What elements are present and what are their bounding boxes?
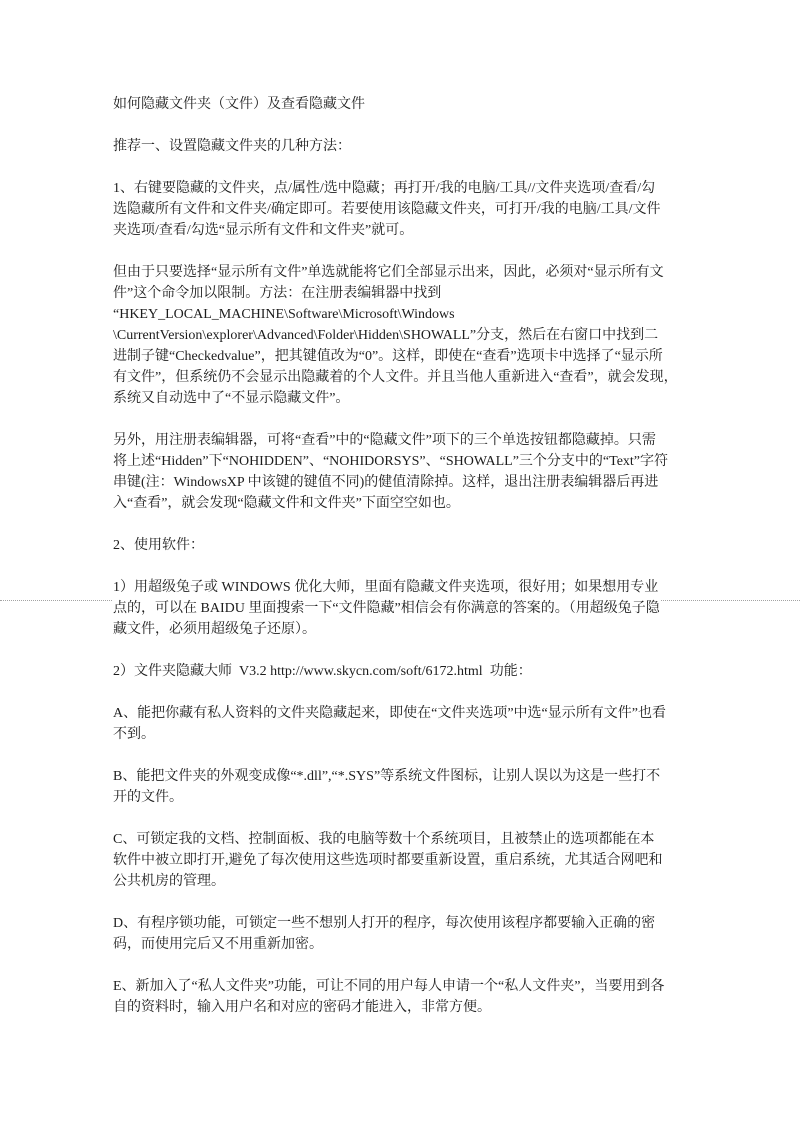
text-line — [113, 976, 691, 997]
text-line-content: 系统又自动选中了“不显示隐藏文件”。 — [113, 388, 349, 409]
text-line-content: 有文件”，但系统仍不会显示出隐藏着的个人文件。并且当他人重新进入“查看”，就会发现， — [113, 367, 678, 388]
text-line-content: 件”这个命令加以限制。方法：在注册表编辑器中找到 — [113, 283, 441, 304]
text-line — [113, 535, 691, 556]
text-line — [113, 283, 691, 304]
text-line — [113, 493, 691, 514]
paragraph — [113, 136, 691, 157]
text-line-content: 软件中被立即打开,避免了每次使用这些选项时都要重新设置，重启系统，尤其适合网吧和 — [113, 850, 663, 871]
document-title-paragraph — [113, 94, 691, 115]
text-line — [113, 829, 691, 850]
document-title — [113, 94, 691, 115]
text-line — [113, 661, 691, 682]
text-line — [113, 934, 691, 955]
paragraph — [113, 829, 691, 892]
text-line — [113, 913, 691, 934]
text-line — [113, 850, 691, 871]
text-line — [113, 472, 691, 493]
document-title-text: 如何隐藏文件夹（文件）及查看隐藏文件 — [113, 94, 365, 115]
text-line-content: 2）文件夹隐藏大师 V3.2 http://www.skycn.com/soft/6172.html 功能： — [113, 661, 532, 682]
paragraph — [113, 913, 691, 955]
text-line — [113, 766, 691, 787]
text-line — [113, 703, 691, 724]
text-line — [113, 367, 691, 388]
text-line-content: 入“查看”，就会发现“隐藏文件和文件夹”下面空空如也。 — [113, 493, 460, 514]
paragraph-list — [113, 136, 691, 1018]
paragraph — [113, 262, 691, 409]
text-line-content: 夹选项/查看/勾选“显示所有文件和文件夹”就可。 — [113, 220, 413, 241]
text-line-content: 串键(注：WindowsXP 中该键的键值不同)的健值清除掉。这样，退出注册表编辑器后再进 — [113, 472, 658, 493]
text-line — [113, 787, 691, 808]
text-line-content: 进制子键“Checkedvalue”，把其键值改为“0”。这样，即使在“查看”选项卡中选择了“显示所 — [113, 346, 663, 367]
text-line-content: 推荐一、设置隐藏文件夹的几种方法： — [113, 136, 351, 157]
text-line-content: 选隐藏所有文件和文件夹/确定即可。若要使用该隐藏文件夹，可打开/我的电脑/工具/文件 — [113, 199, 661, 220]
text-line — [113, 325, 691, 346]
text-line-content: 将上述“Hidden”下“NOHIDDEN”、“NOHIDORSYS”、“SHOWALL”三个分支中的“Text”字符 — [113, 451, 668, 472]
text-line — [113, 430, 691, 451]
text-line-content: 藏文件，必须用超级兔子还原）。 — [113, 619, 316, 640]
text-line-content: 不到。 — [113, 724, 155, 745]
text-line-content: 但由于只要选择“显示所有文件”单选就能将它们全部显示出来，因此，必须对“显示所有文 — [113, 262, 664, 283]
paragraph — [113, 661, 691, 682]
text-line — [113, 724, 691, 745]
paragraph — [113, 577, 691, 640]
text-line — [113, 220, 691, 241]
document-body — [113, 94, 691, 1039]
paragraph — [113, 178, 691, 241]
text-line-content: 点的，可以在 BAIDU 里面搜索一下“文件隐藏”相信会有你满意的答案的。（用超级兔子隐 — [113, 598, 660, 619]
paragraph — [113, 766, 691, 808]
text-line-content: 另外，用注册表编辑器，可将“查看”中的“隐藏文件”项下的三个单选按钮都隐藏掉。只需 — [113, 430, 656, 451]
text-line — [113, 388, 691, 409]
text-line — [113, 997, 691, 1018]
text-line-content: 2、使用软件： — [113, 535, 204, 556]
text-line — [113, 871, 691, 892]
text-line — [113, 178, 691, 199]
text-line-content: 公共机房的管理。 — [113, 871, 225, 892]
text-line — [113, 262, 691, 283]
text-line-content: 1、右键要隐藏的文件夹，点/属性/选中隐藏；再打开/我的电脑/工具//文件夹选项/查看/勾 — [113, 178, 655, 199]
text-line-content: D、有程序锁功能，可锁定一些不想别人打开的程序，每次使用该程序都要输入正确的密 — [113, 913, 655, 934]
text-line-content: \CurrentVersion\explorer\Advanced\Folder\Hidden\SHOWALL”分支，然后在右窗口中找到二 — [113, 325, 658, 346]
text-line-content: A、能把你藏有私人资料的文件夹隐藏起来，即使在“文件夹选项”中选“显示所有文件”也看 — [113, 703, 666, 724]
text-line-content: B、能把文件夹的外观变成像“*.dll”,“*.SYS”等系统文件图标，让别人误以为这是一些打不 — [113, 766, 660, 787]
text-line — [113, 199, 691, 220]
paragraph — [113, 430, 691, 514]
text-line-content: 自的资料时，输入用户名和对应的密码才能进入，非常方便。 — [113, 997, 491, 1018]
text-line-content: 码，而使用完后又不用重新加密。 — [113, 934, 323, 955]
text-line — [113, 346, 691, 367]
text-line-content: 开的文件。 — [113, 787, 183, 808]
paragraph — [113, 535, 691, 556]
text-line — [113, 598, 691, 619]
text-line-content: “HKEY_LOCAL_MACHINE\Software\Microsoft\Windows — [113, 304, 455, 325]
text-line — [113, 619, 691, 640]
paragraph — [113, 976, 691, 1018]
text-line-content: E、新加入了“私人文件夹”功能，可让不同的用户每人申请一个“私人文件夹”，当要用到各 — [113, 976, 664, 997]
text-line — [113, 136, 691, 157]
text-line — [113, 577, 691, 598]
text-line — [113, 451, 691, 472]
text-line-content: 1）用超级兔子或 WINDOWS 优化大师，里面有隐藏文件夹选项，很好用；如果想用专业 — [113, 577, 658, 598]
paragraph — [113, 703, 691, 745]
text-line-content: C、可锁定我的文档、控制面板、我的电脑等数十个系统项目，且被禁止的选项都能在本 — [113, 829, 654, 850]
text-line — [113, 304, 691, 325]
